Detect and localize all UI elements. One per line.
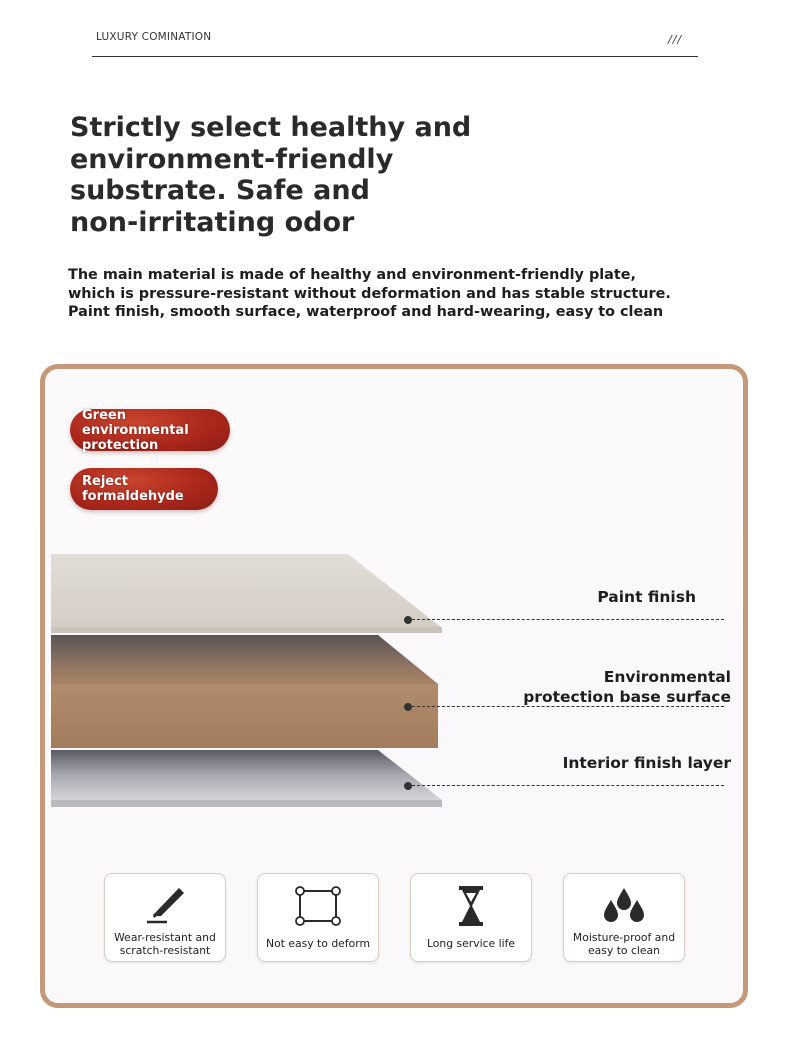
base-layer-front: [51, 684, 438, 748]
headline-line: substrate. Safe and: [70, 175, 370, 206]
layer-label-paint-finish: [597, 587, 696, 607]
layer-label-line: Environmental: [603, 668, 731, 686]
feature-caption: Wear-resistant and: [114, 931, 216, 944]
layer-label-line: Paint finish: [597, 588, 696, 606]
layer-marker: [404, 616, 412, 624]
feature-not-deform: [257, 873, 379, 962]
brand-label: LUXURY COMINATION: [96, 31, 212, 43]
leader-line: [412, 619, 724, 620]
feature-caption: easy to clean: [587, 943, 660, 957]
feature-caption: Moisture-proof and: [572, 931, 676, 944]
paint-finish-edge: [51, 627, 442, 633]
layer-label-line: protection base surface: [523, 688, 731, 706]
description-line: The main material is made of healthy and environment-friendly plate,: [68, 267, 636, 283]
badge-line: Reject formaldehyde: [82, 474, 184, 504]
leader-line: [412, 706, 724, 707]
interior-layer: [51, 750, 442, 800]
feature-caption: Long service life: [426, 937, 516, 950]
description-line: which is pressure-resistant without deformation and has stable structure.: [68, 285, 671, 302]
headline-line: Strictly select healthy and: [70, 112, 472, 143]
headline-line: non-irritating odor: [70, 206, 355, 238]
headline-line: environment-friendly: [70, 143, 394, 175]
layer-label-interior-finish: [563, 753, 731, 773]
square-nodes-icon: [258, 882, 378, 930]
interior-layer-edge: [51, 800, 442, 807]
feature-caption: scratch-resistant: [119, 943, 211, 957]
badge-line: protection: [82, 437, 159, 453]
badge-line: Green environmental: [82, 407, 189, 438]
feature-moisture-proof: [563, 873, 685, 962]
feature-wear-resistant: [104, 873, 226, 962]
feature-caption: Not easy to deform: [266, 937, 370, 950]
knife-icon: [105, 882, 225, 930]
layer-label-line: Interior finish layer: [562, 754, 731, 772]
paint-finish-layer: [51, 554, 442, 628]
leader-line: [412, 785, 724, 786]
hourglass-icon: [411, 882, 531, 930]
description-line: Paint finish, smooth surface, waterproof and hard-wearing, easy to clean: [68, 304, 664, 320]
layer-label-base-surface: [523, 667, 731, 707]
water-drops-icon: [564, 882, 684, 930]
layer-marker: [404, 782, 412, 790]
decorative-slashes: ///: [668, 33, 683, 46]
feature-long-life: [410, 873, 532, 962]
base-layer-top: [51, 635, 438, 684]
layer-marker: [404, 703, 412, 711]
